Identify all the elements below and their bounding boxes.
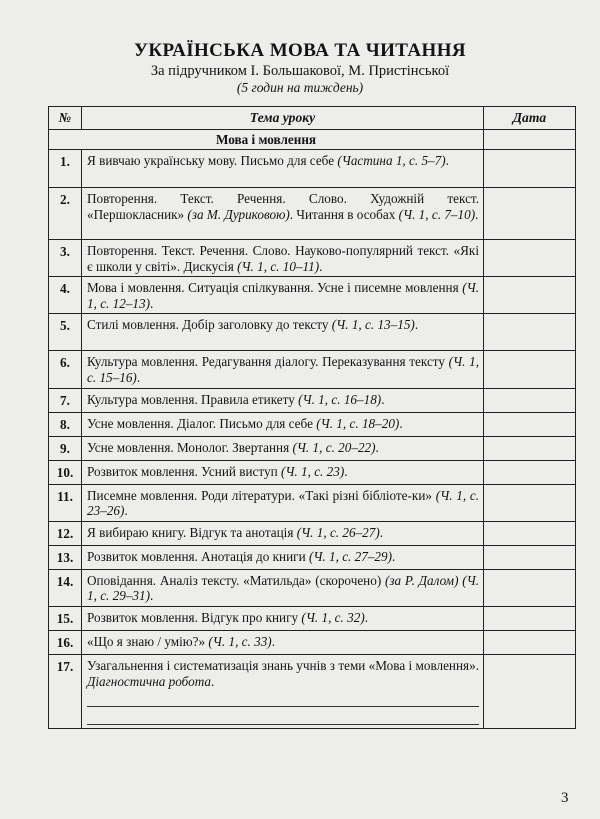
lesson-number: 4. xyxy=(49,277,82,314)
lesson-number: 16. xyxy=(49,630,82,654)
lesson-text: Узагальнення і систематизація знань учнів з теми «Мова і мовлення». xyxy=(87,657,479,673)
table-row xyxy=(49,188,576,240)
column-header-date: Дата xyxy=(484,107,576,130)
lesson-topic xyxy=(82,484,484,521)
date-cell[interactable] xyxy=(484,630,576,654)
date-cell[interactable] xyxy=(484,521,576,545)
lesson-text: . xyxy=(375,439,379,455)
lesson-number: 6. xyxy=(49,351,82,388)
date-cell[interactable] xyxy=(484,484,576,521)
lesson-text: Оповідання. Аналіз тексту. «Матильда» (скорочено) xyxy=(87,572,385,588)
lesson-text: Повторення. Текст. Речення. Слово. Художній текст. «Першокласник» xyxy=(87,191,479,222)
lesson-number: 10. xyxy=(49,460,82,484)
date-cell[interactable] xyxy=(484,240,576,277)
date-cell[interactable] xyxy=(484,388,576,412)
lesson-text: Культура мовлення. Правила етикету xyxy=(87,391,299,407)
table-row xyxy=(49,569,576,606)
page-subtitle: За підручником І. Большакової, М. Пристінської xyxy=(150,63,450,79)
lesson-topic xyxy=(82,630,484,654)
section-title: Мова і мовлення xyxy=(49,130,484,150)
table-row xyxy=(49,150,576,188)
table-row xyxy=(49,412,576,436)
lesson-reference: (Частина 1, с. 5–7) xyxy=(337,153,446,168)
lesson-number: 5. xyxy=(49,314,82,351)
lesson-reference: (Ч. 1, с. 12–13) xyxy=(87,280,479,311)
lesson-topic xyxy=(82,188,484,240)
lesson-text: Писемне мовлення. Роди літератури. «Такі різні бібліоте-ки» xyxy=(87,487,436,503)
lesson-topic xyxy=(82,351,484,388)
lesson-text: . xyxy=(124,503,128,519)
lesson-topic xyxy=(82,388,484,412)
lesson-text: Усне мовлення. Діалог. Письмо для себе xyxy=(87,415,317,431)
lesson-number: 8. xyxy=(49,412,82,436)
lesson-number: 15. xyxy=(49,606,82,630)
lesson-number: 14. xyxy=(49,569,82,606)
lesson-number: 12. xyxy=(49,521,82,545)
lesson-reference: (за Р. Далом) (Ч. 1, с. 29–31) xyxy=(87,572,479,604)
lesson-reference: (Ч. 1, с. 33) xyxy=(208,633,272,649)
lesson-reference: (Ч. 1, с. 23) xyxy=(280,463,345,479)
lesson-reference: (Ч. 1, с. 13–15) xyxy=(331,317,415,333)
lesson-text: Розвиток мовлення. Відгук про книгу xyxy=(87,609,302,625)
lesson-text: . xyxy=(136,369,141,385)
lesson-topic xyxy=(82,412,484,436)
table-row xyxy=(49,630,576,654)
lesson-reference: (Ч. 1, с. 23–26) xyxy=(87,487,479,519)
lesson-topic xyxy=(82,240,484,277)
column-header-number: № xyxy=(49,107,82,130)
lesson-topic xyxy=(82,654,484,728)
lesson-reference: Діагностична робота xyxy=(87,673,211,689)
lesson-text: . xyxy=(414,317,419,333)
lesson-number: 9. xyxy=(49,436,82,460)
table-row xyxy=(49,240,576,277)
lesson-reference: (Ч. 1, с. 16–18) xyxy=(298,391,382,407)
lesson-text: Розвиток мовлення. Анотація до книги xyxy=(87,548,309,564)
date-cell[interactable] xyxy=(484,351,576,388)
page-number: 3 xyxy=(561,790,569,806)
lesson-number: 13. xyxy=(49,545,82,569)
lesson-text: . xyxy=(319,258,323,274)
lesson-text: Я вивчаю українську мову. Письмо для себе xyxy=(87,153,338,168)
blank-line[interactable] xyxy=(87,692,479,707)
lesson-reference: (Ч. 1, с. 18–20) xyxy=(316,415,400,431)
lesson-topic xyxy=(82,460,484,484)
table-row xyxy=(49,314,576,351)
page-header xyxy=(0,40,600,96)
lesson-topic xyxy=(82,150,484,188)
lesson-number: 2. xyxy=(49,188,82,240)
lesson-text: . xyxy=(344,463,348,479)
lesson-text: . xyxy=(150,295,154,311)
table-row xyxy=(49,606,576,630)
lesson-number: 7. xyxy=(49,388,82,412)
table-row xyxy=(49,654,576,728)
lesson-text: . xyxy=(150,588,154,604)
lesson-topic xyxy=(82,521,484,545)
lesson-text: . xyxy=(445,153,449,168)
lesson-topic xyxy=(82,314,484,351)
lesson-topic xyxy=(82,277,484,314)
table-row xyxy=(49,351,576,388)
table-row xyxy=(49,436,576,460)
lesson-text: Мова і мовлення. Ситуація спілкування. Усне і писемне мовлення xyxy=(87,280,463,296)
date-cell[interactable] xyxy=(484,188,576,240)
lesson-plan-table xyxy=(48,106,576,729)
lesson-reference: (Ч. 1, с. 20–22) xyxy=(292,439,376,455)
table-row xyxy=(49,277,576,314)
lesson-text: Я вибираю книгу. Відгук та анотація xyxy=(87,524,297,540)
lesson-topic xyxy=(82,436,484,460)
date-cell[interactable] xyxy=(484,569,576,606)
table-header-row xyxy=(49,107,576,130)
date-cell[interactable] xyxy=(484,545,576,569)
lesson-text: . xyxy=(210,673,215,689)
blank-line[interactable] xyxy=(87,710,479,725)
lesson-text: . Читання в особах xyxy=(289,206,399,222)
date-cell[interactable] xyxy=(484,314,576,351)
table-row xyxy=(49,521,576,545)
section-row xyxy=(49,130,576,150)
date-cell[interactable] xyxy=(484,130,576,150)
lesson-reference: (Ч. 1, с. 32) xyxy=(301,609,365,625)
date-cell[interactable] xyxy=(484,150,576,188)
lesson-reference: (Ч. 1, с. 15–16) xyxy=(87,354,479,385)
date-cell[interactable] xyxy=(484,460,576,484)
lesson-text: Усне мовлення. Монолог. Звертання xyxy=(87,439,293,455)
lesson-number: 1. xyxy=(49,150,82,188)
page-title: УКРАЇНСЬКА МОВА ТА ЧИТАННЯ xyxy=(133,40,467,61)
lesson-text: . xyxy=(475,206,479,222)
lesson-number: 17. xyxy=(49,654,82,728)
lesson-number: 3. xyxy=(49,240,82,277)
lesson-text: . xyxy=(364,609,369,625)
table-row xyxy=(49,484,576,521)
lesson-text: «Що я знаю / умію?» xyxy=(87,633,209,649)
lesson-text: . xyxy=(271,633,275,649)
lesson-reference: (Ч. 1, с. 27–29) xyxy=(308,548,393,564)
hours-note: (5 годин на тиждень) xyxy=(236,80,364,95)
lesson-text: Культура мовлення. Редагування діалогу. Переказування тексту xyxy=(87,354,449,370)
lesson-reference: (Ч. 1, с. 7–10) xyxy=(398,206,476,222)
table-row xyxy=(49,460,576,484)
lesson-number: 11. xyxy=(49,484,82,521)
date-cell[interactable] xyxy=(484,412,576,436)
lesson-text: Повторення. Текст. Речення. Слово. Науково-популярний текст. «Які є школи у світі». Дискусія xyxy=(87,243,479,274)
date-cell[interactable] xyxy=(484,606,576,630)
lesson-topic xyxy=(82,569,484,606)
date-cell[interactable] xyxy=(484,277,576,314)
lesson-reference: (Ч. 1, с. 26–27) xyxy=(296,524,380,540)
lesson-text: . xyxy=(392,548,396,564)
date-cell[interactable] xyxy=(484,654,576,728)
lesson-text: Стилі мовлення. Добір заголовку до тексту xyxy=(87,317,332,333)
lesson-reference: (Ч. 1, с. 10–11) xyxy=(237,258,320,274)
lesson-text: Розвиток мовлення. Усний виступ xyxy=(87,463,281,479)
lesson-topic xyxy=(82,606,484,630)
lesson-reference: (за М. Дуриковою) xyxy=(187,206,290,222)
table-row xyxy=(49,388,576,412)
lesson-text: . xyxy=(399,415,403,431)
table-row xyxy=(49,545,576,569)
date-cell[interactable] xyxy=(484,436,576,460)
lesson-text: . xyxy=(379,524,384,540)
lesson-text: . xyxy=(381,391,385,407)
lesson-topic xyxy=(82,545,484,569)
column-header-topic: Тема уроку xyxy=(82,107,484,130)
